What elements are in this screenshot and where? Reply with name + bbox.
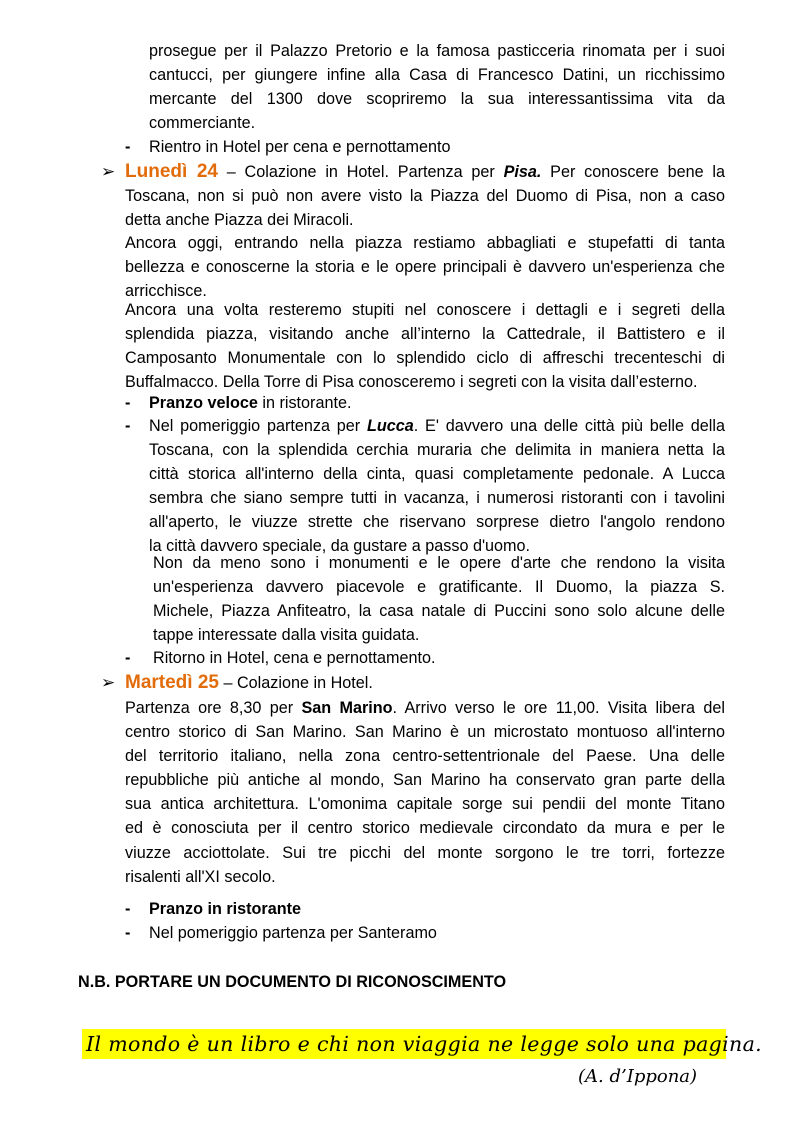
text-line: Camposanto Monumentale con lo splendido ciclo di affreschi trecenteschi di bbox=[125, 349, 725, 368]
text-line: Toscana, non si può non avere visto la Piazza del Duomo di Pisa, non a caso bbox=[125, 187, 725, 206]
text-line: sembra che siano sempre tutti in vacanza, i numerosi ristoranti con i tavolini bbox=[149, 489, 725, 508]
text-line: Non da meno sono i monumenti e le opere d'arte che rendono la visita bbox=[153, 554, 725, 572]
martedi-heading bbox=[125, 671, 725, 695]
text-line: ed è conosciuta per il centro storico medievale circondato da mura e per le bbox=[125, 819, 725, 838]
text-line: repubbliche più antiche al mondo, San Marino ha conservato gran parte della bbox=[125, 771, 725, 790]
text-line: centro storico di San Marino. San Marino è un microstato montuoso all'interno bbox=[125, 723, 725, 742]
text-line: arricchisce. bbox=[125, 282, 207, 301]
text-line: risalenti all'XI secolo. bbox=[125, 867, 276, 886]
bullet-dash: - bbox=[125, 417, 131, 435]
pranzo-ristorante-item bbox=[149, 897, 725, 921]
bullet-dash: - bbox=[125, 394, 131, 412]
bullet-dash: - bbox=[125, 900, 131, 918]
pisa-tail-paragraph bbox=[149, 39, 725, 135]
lunedi-intro-paragraph bbox=[125, 160, 725, 232]
text-line: splendida piazza, visitando anche all’interno la Cattedrale, il Battistero e il bbox=[125, 325, 725, 344]
san-marino-paragraph bbox=[125, 696, 725, 889]
quote-author: (A. d’Ippona) bbox=[578, 1066, 698, 1087]
text-line: all'aperto, le viuzze strette che riservano sorprese dietro l'angolo rendono bbox=[149, 513, 725, 532]
city-pisa: Pisa. bbox=[503, 163, 542, 181]
ritorno-item bbox=[153, 646, 725, 670]
text-line: sua antica architettura. L'omonima capitale sorge sui pendii del monte Titano bbox=[125, 795, 725, 814]
text-line: viuzze acciottolate. Sui tre picchi del monte sorgono le tre torri, fortezze bbox=[125, 843, 725, 862]
text-line: Toscana, con la splendida cerchia muraria che delimita in maniera netta la bbox=[149, 441, 725, 460]
quote-text: Il mondo è un libro e chi non viaggia ne legge solo una pagina. bbox=[86, 1032, 763, 1056]
text-line: commerciante. bbox=[149, 114, 256, 133]
text-line: Michele, Piazza Anfiteatro, la casa natale di Puccini sono solo alcune delle bbox=[153, 602, 725, 621]
nb-notice: N.B. PORTARE UN DOCUMENTO DI RICONOSCIMENTO bbox=[78, 973, 507, 991]
lucca-monuments-paragraph bbox=[153, 551, 725, 647]
day-heading-lunedi: Lunedì 24 bbox=[125, 161, 218, 182]
text-line: Martedì 25 – Colazione in Hotel. bbox=[125, 672, 373, 693]
lunedi-paragraph-3 bbox=[125, 298, 725, 394]
text-line: detta anche Piazza dei Miracoli. bbox=[125, 211, 354, 230]
santeramo-item bbox=[149, 921, 725, 945]
text-line: tappe interessate dalla visita guidata. bbox=[153, 626, 420, 645]
text-line: Ancora una volta resteremo stupiti nel conoscere i dettagli e i segreti della bbox=[125, 301, 725, 319]
text-line: Pranzo in ristorante bbox=[149, 900, 302, 918]
quote-highlight bbox=[82, 1029, 763, 1059]
lucca-item bbox=[149, 414, 725, 559]
text-line: Rientro in Hotel per cena e pernottamento bbox=[149, 138, 451, 156]
text-line: prosegue per il Palazzo Pretorio e la famosa pasticceria rinomata per i suoi bbox=[149, 42, 725, 60]
text-line: Lunedì 24 – Colazione in Hotel. Partenza per Pisa. Per conoscere bene la bbox=[125, 161, 726, 182]
text-line: mercante del 1300 dove scopriremo la sua interessantissima vita da bbox=[149, 90, 725, 109]
text-line: Ritorno in Hotel, cena e pernottamento. bbox=[153, 649, 436, 667]
bullet-dash: - bbox=[125, 649, 131, 667]
bullet-dash: - bbox=[125, 924, 131, 942]
rientro-item bbox=[149, 135, 725, 159]
arrow-bullet-icon: ➢ bbox=[101, 673, 116, 692]
text-line: del territorio italiano, nella zona centro-settentrionale del Paese. Una delle bbox=[125, 747, 725, 766]
city-san-marino: San Marino bbox=[301, 699, 393, 717]
pranzo-veloce-item bbox=[149, 391, 725, 415]
bullet-dash: - bbox=[125, 138, 131, 156]
text-line: Pranzo veloce in ristorante. bbox=[149, 394, 352, 412]
text-line: cantucci, per giungere infine alla Casa di Francesco Datini, un ricchissimo bbox=[149, 66, 725, 85]
city-lucca: Lucca bbox=[366, 417, 414, 435]
text-line: Nel pomeriggio partenza per Lucca. E' davvero una delle città più belle della bbox=[149, 417, 725, 435]
text-line: bellezza e conoscerne la storia e le opere principali è davvero un'esperienza che bbox=[125, 258, 725, 277]
text-line: Partenza ore 8,30 per San Marino. Arrivo verso le ore 11,00. Visita libera del bbox=[125, 699, 725, 717]
day-heading-martedi: Martedì 25 bbox=[125, 672, 219, 693]
text-line: Buffalmacco. Della Torre di Pisa conosceremo i segreti con la visita dall’esterno. bbox=[125, 373, 698, 392]
arrow-bullet-icon: ➢ bbox=[101, 162, 116, 181]
text-line: Ancora oggi, entrando nella piazza restiamo abbagliati e stupefatti di tanta bbox=[125, 234, 725, 252]
lunedi-paragraph-2 bbox=[125, 231, 725, 303]
text-line: Nel pomeriggio partenza per Santeramo bbox=[149, 924, 437, 942]
text-line: la città davvero speciale, da gustare a passo d'uomo. bbox=[149, 537, 531, 556]
text-line: un'esperienza davvero piacevole e gratificante. Il Duomo, la piazza S. bbox=[153, 578, 725, 597]
text-line: città storica all'interno della cinta, quasi completamente pedonale. A Lucca bbox=[149, 465, 725, 484]
